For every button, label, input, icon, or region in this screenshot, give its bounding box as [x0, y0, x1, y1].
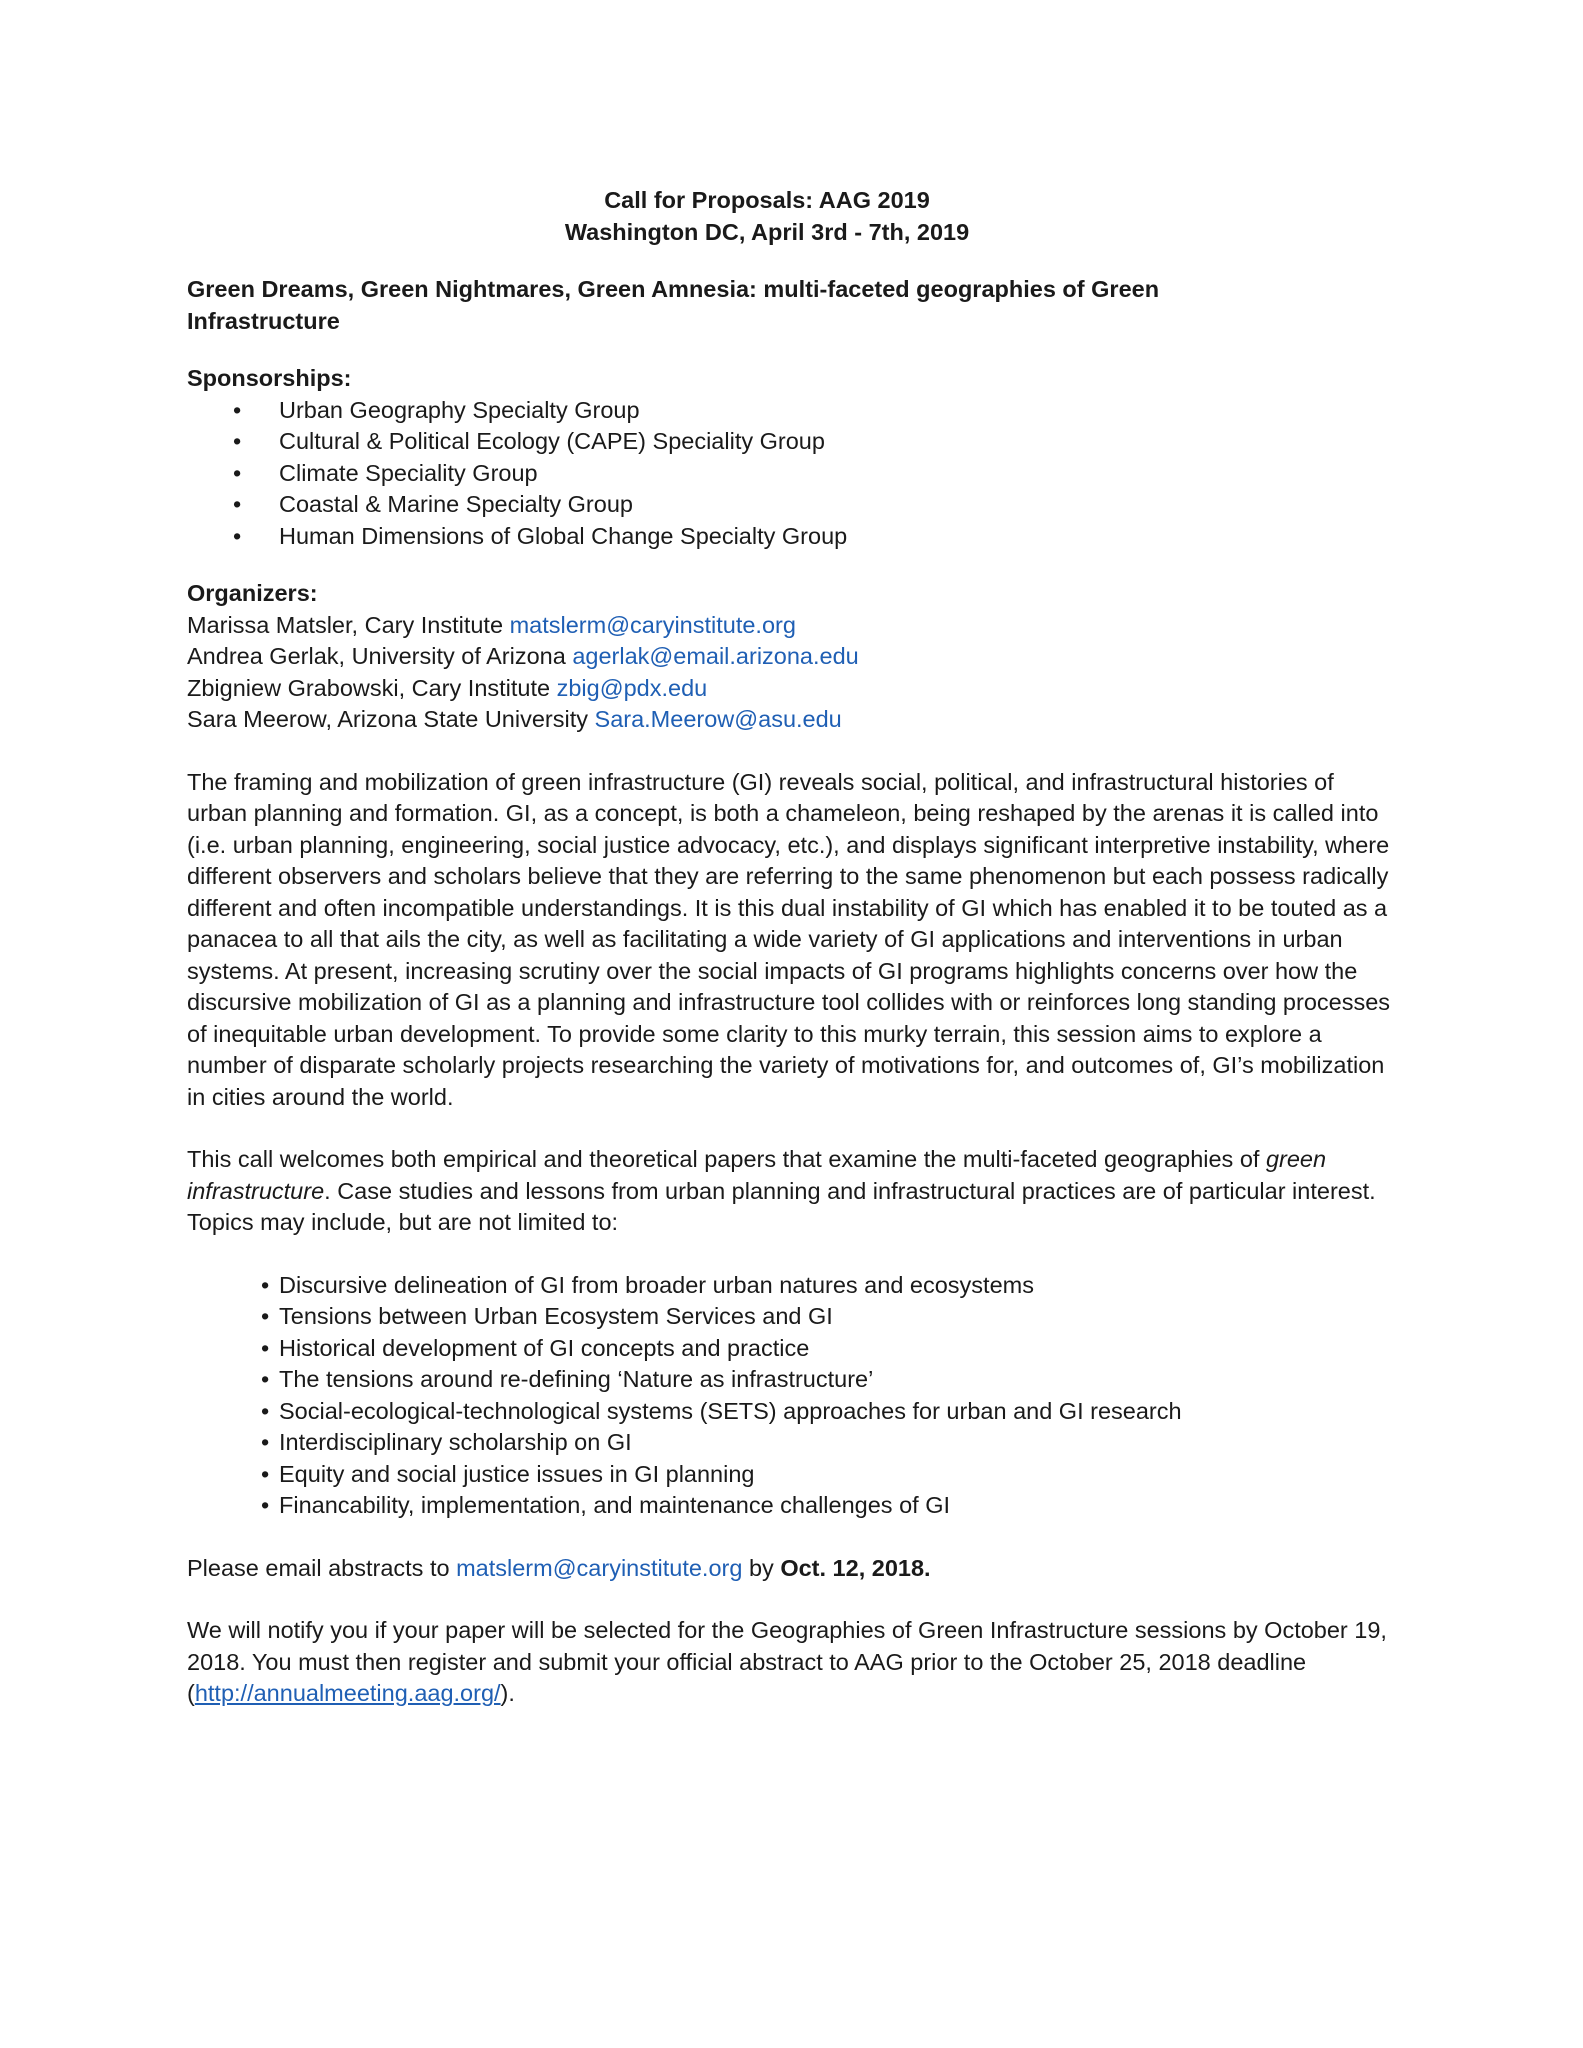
document-page: [187, 185, 1407, 1710]
header-line-call: Call for Proposals: AAG 2019: [604, 187, 930, 213]
list-item: • Tensions between Urban Ecosystem Services and GI: [187, 1301, 1407, 1333]
organizer-email-link[interactable]: matslerm@caryinstitute.org: [509, 611, 796, 638]
topics-list: [187, 1270, 1407, 1522]
session-title: Green Dreams, Green Nightmares, Green Amnesia: multi-faceted geographies of Green Infrastructure: [187, 276, 1160, 334]
organizer-row: Andrea Gerlak, University of Arizona agerlak@email.arizona.edu: [187, 643, 859, 669]
bullet-icon: •: [261, 1366, 270, 1392]
bullet-icon: •: [261, 1460, 270, 1487]
intro-paragraph: The framing and mobilization of green infrastructure (GI) reveals social, political, and infrastructural histories of urban planning and formation. GI, as a concept, is both a chameleon, being reshaped by the arenas it is called into (i.e. urban planning, engineering, social justice advocacy, etc.), and displays significant interpretive instability, where different observers and scholars believe that they are referring to the same phenomenon but each possess radically different and often incompatible understandings. It is this dual instability of GI which has enabled it to be touted as a panacea to all that ails the city, as well as facilitating a wide variety of GI applications and interventions in urban systems. At present, increasing scrutiny over the social impacts of GI programs highlights concerns over how the discursive mobilization of GI as a planning and infrastructure tool collides with or reinforces long standing processes of inequitable urban development. To provide some clarity to this murky terrain, this session aims to explore a number of disparate scholarly projects researching the variety of motivations for, and outcomes of, GI’s mobilization in cities around the world.: [187, 768, 1391, 1110]
submission-line: Please email abstracts to matslerm@caryinstitute.org by Oct. 12, 2018.: [187, 1554, 931, 1581]
organizer-email-link[interactable]: Sara.Meerow@asu.edu: [594, 706, 842, 732]
bullet-icon: •: [261, 1271, 270, 1298]
organizer-row: Sara Meerow, Arizona State University Sara.Meerow@asu.edu: [187, 706, 842, 732]
aag-meeting-link[interactable]: http://annualmeeting.aag.org/: [194, 1680, 501, 1706]
organizers-heading: Organizers:: [187, 580, 318, 606]
bullet-icon: •: [261, 1334, 270, 1361]
list-item: • The tensions around re-defining ‘Nature as infrastructure’: [187, 1364, 1407, 1396]
bullet-icon: •: [261, 1303, 270, 1329]
list-item: • Climate Speciality Group: [187, 458, 1407, 490]
submission-email-link[interactable]: matslerm@caryinstitute.org: [456, 1554, 743, 1581]
list-item: • Cultural & Political Ecology (CAPE) Speciality Group: [187, 426, 1407, 458]
bullet-icon: •: [233, 491, 242, 517]
notification-paragraph: We will notify you if your paper will be selected for the Geographies of Green Infrastructure sessions by October 19, 2018. You must then register and submit your official abstract to AAG prior to the October 25, 2018 deadline (http://annualmeeting.aag.org/).: [187, 1617, 1387, 1706]
call-paragraph: This call welcomes both empirical and theoretical papers that examine the multi-faceted geographies of green infrastructure. Case studies and lessons from urban planning and infrastructural practices are of particular interest. Topics may include, but are not limited to:: [187, 1146, 1376, 1235]
sponsorships-list: [187, 395, 1407, 553]
organizer-row: Marissa Matsler, Cary Institute matslerm@caryinstitute.org: [187, 611, 796, 638]
header-line-location: Washington DC, April 3rd - 7th, 2019: [564, 218, 970, 245]
organizer-email-link[interactable]: zbig@pdx.edu: [556, 674, 708, 701]
deadline-date: Oct. 12, 2018.: [780, 1554, 931, 1581]
document-header: [157, 185, 1377, 248]
organizers-list: [187, 610, 1407, 736]
organizer-row: Zbigniew Grabowski, Cary Institute zbig@pdx.edu: [187, 674, 708, 701]
bullet-icon: •: [261, 1429, 270, 1455]
list-item: • Historical development of GI concepts and practice: [187, 1333, 1407, 1365]
sponsorships-heading: Sponsorships:: [187, 365, 352, 391]
bullet-icon: •: [233, 428, 242, 454]
list-item: • Discursive delineation of GI from broader urban natures and ecosystems: [187, 1270, 1407, 1302]
bullet-icon: •: [233, 459, 242, 486]
list-item: • Financability, implementation, and maintenance challenges of GI: [187, 1490, 1407, 1522]
bullet-icon: •: [261, 1397, 270, 1424]
list-item: • Human Dimensions of Global Change Specialty Group: [187, 521, 1407, 553]
list-item: • Coastal & Marine Specialty Group: [187, 489, 1407, 521]
bullet-icon: •: [233, 522, 242, 549]
list-item: • Urban Geography Specialty Group: [187, 395, 1407, 427]
list-item: • Interdisciplinary scholarship on GI: [187, 1427, 1407, 1459]
bullet-icon: •: [233, 396, 242, 423]
organizer-email-link[interactable]: agerlak@email.arizona.edu: [572, 643, 859, 669]
list-item: • Social-ecological-technological systems (SETS) approaches for urban and GI research: [187, 1396, 1407, 1428]
list-item: • Equity and social justice issues in GI planning: [187, 1459, 1407, 1491]
bullet-icon: •: [261, 1492, 270, 1518]
